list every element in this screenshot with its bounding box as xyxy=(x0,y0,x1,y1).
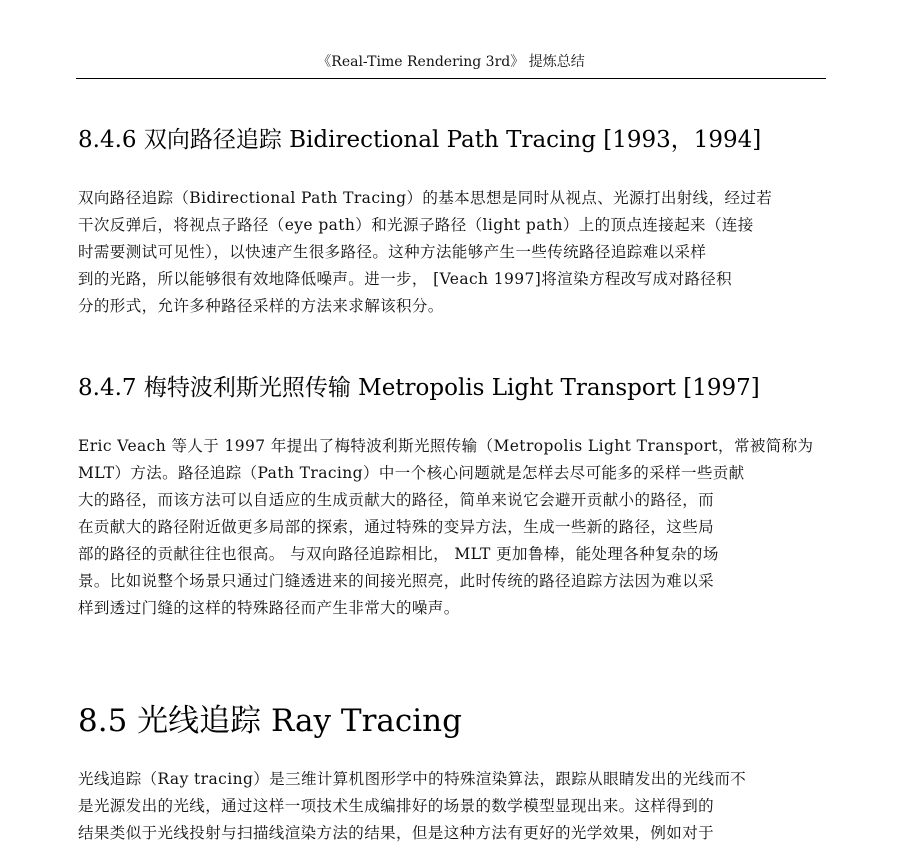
paragraph-line: 景。比如说整个场景只通过门缝透进来的间接光照亮，此时传统的路径追踪方法因为难以采 xyxy=(78,572,715,590)
page-header xyxy=(76,50,826,79)
paragraph-line: Eric Veach 等人于 1997 年提出了梅特波利斯光照传输（Metropolis Light Transport，常被简称为 xyxy=(78,437,814,455)
paragraph-line: 结果类似于光线投射与扫描线渲染方法的结果，但是这种方法有更好的光学效果，例如对于 xyxy=(78,824,715,842)
section-heading-8-4-7: 8.4.7 梅特波利斯光照传输 Metropolis Light Transport [1997] xyxy=(78,375,760,401)
paragraph-line: 光线追踪（Ray tracing）是三维计算机图形学中的特殊渲染算法，跟踪从眼睛发出的光线而不 xyxy=(78,770,747,788)
paragraph-line: 样到透过门缝的这样的特殊路径而产生非常大的噪声。 xyxy=(78,599,460,617)
paragraph-line: 时需要测试可见性），以快速产生很多路径。这种方法能够产生一些传统路径追踪难以采样 xyxy=(78,243,707,261)
paragraph-line: 分的形式，允许多种路径采样的方法来求解该积分。 xyxy=(78,297,444,315)
paragraph-bidirectional-path-tracing xyxy=(78,185,828,320)
paragraph-line: 到的光路，所以能够很有效地降低噪声。进一步， [Veach 1997]将渲染方程改写成对路径积 xyxy=(78,270,733,288)
paragraph-line: 大的路径，而该方法可以自适应的生成贡献大的路径，简单来说它会避开贡献小的路径，而 xyxy=(78,491,715,509)
section-heading-8-5: 8.5 光线追踪 Ray Tracing xyxy=(78,703,462,739)
section-heading-8-4-6: 8.4.6 双向路径追踪 Bidirectional Path Tracing [1993，1994] xyxy=(78,127,762,153)
paragraph-ray-tracing xyxy=(78,766,828,847)
paragraph-line: 部的路径的贡献往往也很高。 与双向路径追踪相比， MLT 更加鲁棒，能处理各种复杂的场 xyxy=(78,545,719,563)
paragraph-line: 双向路径追踪（Bidirectional Path Tracing）的基本思想是同时从视点、光源打出射线，经过若 xyxy=(78,189,773,207)
paragraph-line: 是光源发出的光线，通过这样一项技术生成编排好的场景的数学模型显现出来。这样得到的 xyxy=(78,797,715,815)
paragraph-metropolis-light-transport xyxy=(78,433,828,622)
header-title: 《Real-Time Rendering 3rd》 提炼总结 xyxy=(317,54,585,70)
paragraph-line: 在贡献大的路径附近做更多局部的探索，通过特殊的变异方法，生成一些新的路径，这些局 xyxy=(78,518,715,536)
paragraph-line: MLT）方法。路径追踪（Path Tracing）中一个核心问题就是怎样去尽可能多的采样一些贡献 xyxy=(78,464,745,482)
paragraph-line: 干次反弹后，将视点子路径（eye path）和光源子路径（light path）上的顶点连接起来（连接 xyxy=(78,216,754,234)
